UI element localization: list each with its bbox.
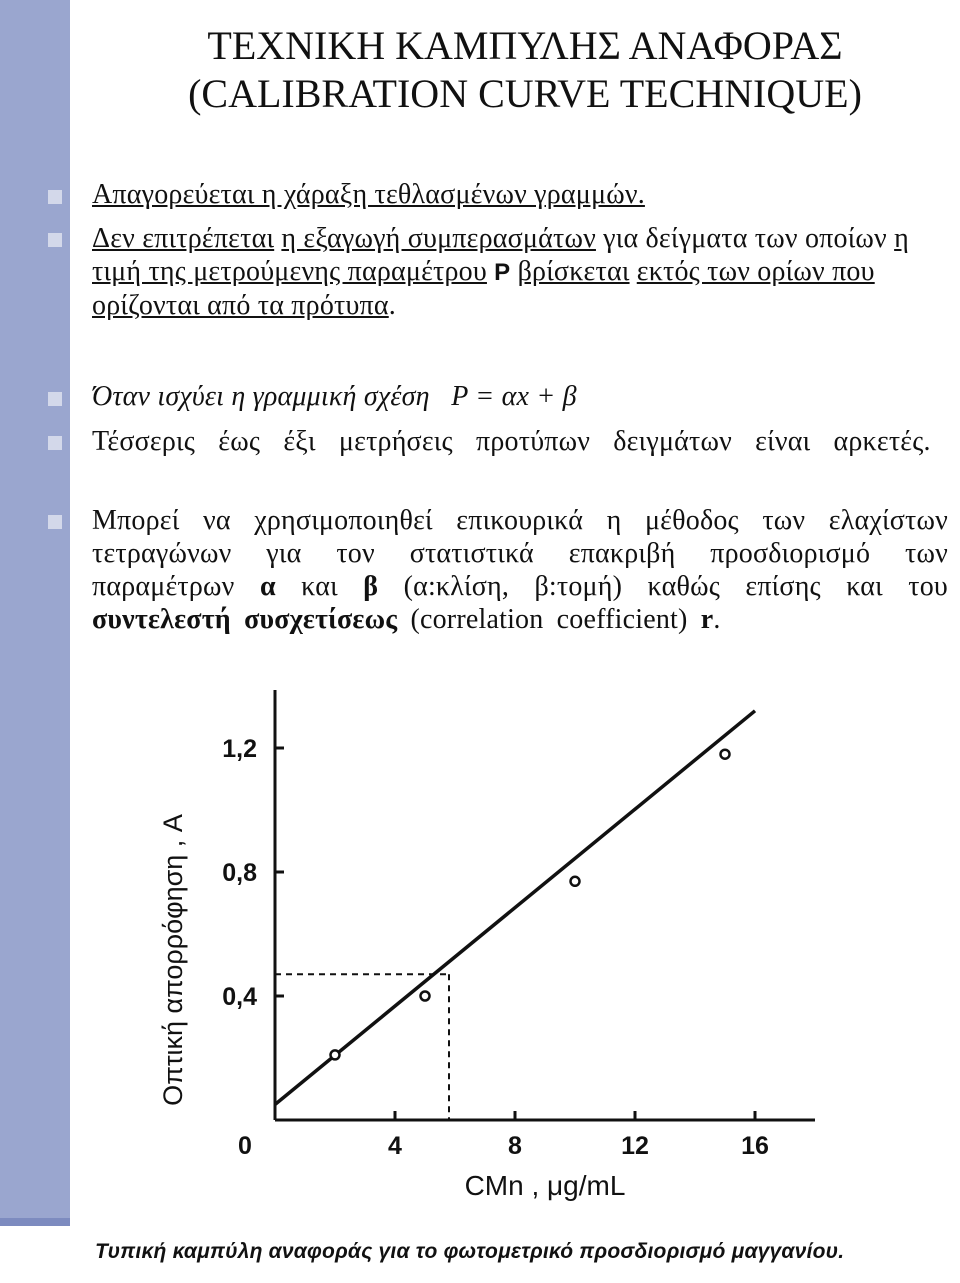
b5-part: Μπορεί να χρησιμοποιηθεί επικουρικά η μέθοδος των ελαχίστων τετραγώνων για τον στατιστικά επακριβή προσδιορισμό των παραμέτρων bbox=[92, 505, 948, 602]
x-tick-label: 8 bbox=[508, 1132, 522, 1160]
data-point bbox=[571, 877, 580, 886]
x-axis-label: CMn , μg/mL bbox=[464, 1170, 626, 1201]
y-tick-label: 0,4 bbox=[222, 983, 257, 1011]
b2-part: για δείγματα των bbox=[603, 223, 798, 254]
data-point bbox=[421, 992, 430, 1001]
b2-part: η εξαγωγή συμπερασμάτων bbox=[281, 223, 596, 254]
x-tick-label: 12 bbox=[621, 1132, 649, 1160]
b5-part: (correlation coefficient) bbox=[410, 604, 688, 635]
bullet-marker bbox=[48, 233, 62, 247]
calibration-chart bbox=[0, 690, 960, 1230]
b5-r: r bbox=[700, 604, 714, 635]
b2-part: εκτός των ορίων που ορίζονται από τα πρότυπα bbox=[92, 256, 875, 321]
b5-part: . bbox=[713, 604, 721, 635]
x-tick-label: 16 bbox=[741, 1132, 769, 1160]
y-tick-label: 0,8 bbox=[222, 859, 257, 887]
b2-part: Δεν επιτρέπεται bbox=[92, 223, 275, 254]
b3-text: Όταν ισχύει η γραμμική σχέση bbox=[92, 381, 430, 412]
bullet-4 bbox=[92, 425, 948, 458]
bullet-5 bbox=[92, 504, 948, 636]
b5-beta: β bbox=[363, 571, 379, 602]
b2-part: βρίσκεται bbox=[517, 256, 630, 287]
bullet-marker bbox=[48, 190, 62, 204]
title-line-2: (CALIBRATION CURVE TECHNIQUE) bbox=[188, 71, 862, 116]
bullet-marker bbox=[48, 392, 62, 406]
fit-line bbox=[275, 711, 755, 1105]
b2-part: η τιμή της μετρούμενης παραμέτρου bbox=[92, 223, 909, 287]
b5-part: και bbox=[301, 571, 338, 602]
chart-root bbox=[158, 690, 815, 1201]
bullet-marker bbox=[48, 436, 62, 450]
x-tick-label: 4 bbox=[388, 1132, 402, 1160]
b2-part: οποίων bbox=[804, 223, 887, 254]
y-tick-label: 1,2 bbox=[222, 735, 257, 763]
figure-caption: Τυπική καμπύλη αναφοράς για το φωτομετρικό προσδιορισμό μαγγανίου. bbox=[95, 1240, 845, 1263]
bullet-3 bbox=[92, 380, 948, 413]
title-line-1: ΤΕΧΝΙΚΗ ΚΑΜΠΥΛΗΣ ΑΝΑΦΟΡΑΣ bbox=[207, 23, 843, 68]
data-point bbox=[721, 750, 730, 759]
y-axis-label: Οπτική απορρόφηση , A bbox=[158, 814, 188, 1106]
b5-correlation-term: συντελεστή συσχετίσεως bbox=[92, 604, 398, 635]
data-point bbox=[331, 1050, 340, 1059]
bullet-2 bbox=[92, 222, 948, 322]
chart-svg bbox=[0, 690, 960, 1230]
b2-part: . bbox=[388, 290, 396, 321]
x-tick-label: 0 bbox=[238, 1132, 252, 1160]
b5-alpha: α bbox=[259, 571, 276, 602]
bullet-1 bbox=[92, 178, 948, 211]
b4-text: Τέσσερις έως έξι μετρήσεις προτύπων δειγμάτων είναι αρκετές. bbox=[92, 426, 931, 457]
slide-title bbox=[90, 22, 960, 118]
b5-part: (α:κλίση, β:τομή) καθώς επίσης και του bbox=[403, 571, 948, 602]
b2-param-p: P bbox=[494, 259, 511, 286]
bullet-marker bbox=[48, 515, 62, 529]
b3-equation: P = αx + β bbox=[451, 381, 577, 412]
bullet-1-text: Απαγορεύεται η χάραξη τεθλασμένων γραμμών. bbox=[92, 179, 645, 210]
